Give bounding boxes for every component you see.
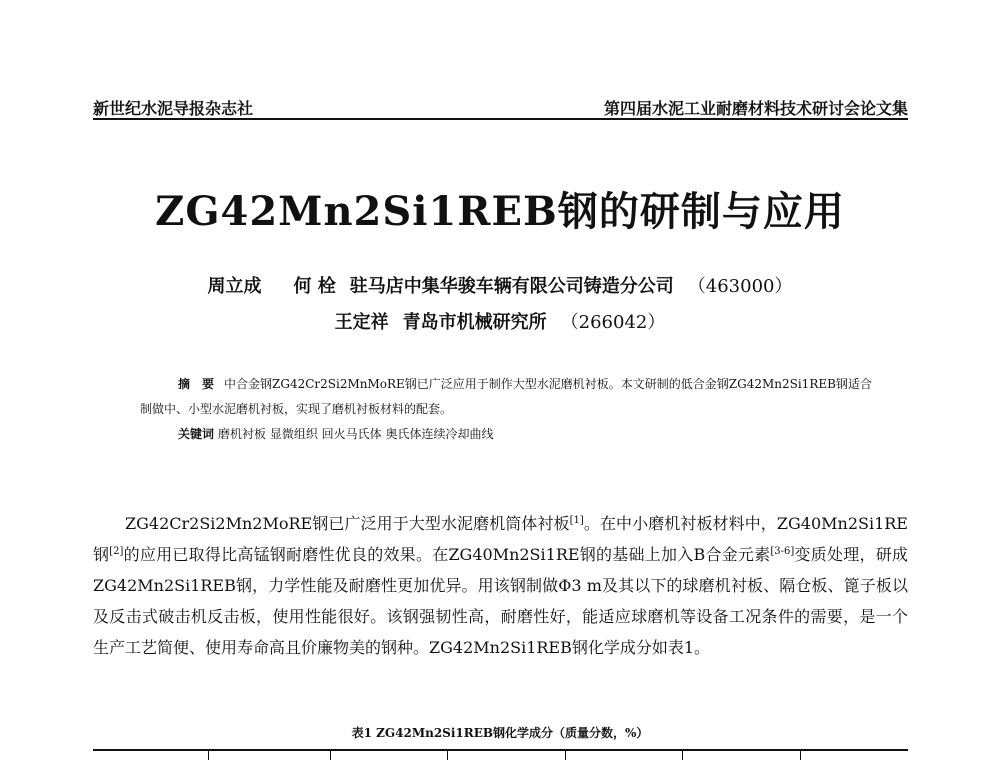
body-text-segment: ZG42Cr2Si2Mn2MoRE钢已广泛用于大型水泥磨机筒体衬板	[125, 514, 570, 533]
body-text-segment: 变质处理，研成ZG42Mn2Si1REB钢，力学性能及耐磨性更加优异。用该钢制做Φ3 m及其以下的球磨机衬板、隔仓板、篦子板以及反击式破击机反击板，使用性能很好。该钢强韧性高，耐磨性好，能适应球磨机等设备工况条件的需要，是一个生产工艺简便、使用寿命高且价廉物美的钢种。ZG42Mn2Si1REB钢化学成分如表1。	[93, 545, 908, 657]
citation-ref[interactable]: [2]	[109, 546, 124, 557]
body-text-segment: 。在中小磨机衬板材料中，ZG40Mn2Si1RE钢	[93, 514, 908, 564]
author-line-2	[0, 308, 1000, 334]
author-line-1	[0, 272, 1000, 298]
postal-code: （463000）	[687, 276, 793, 297]
proceedings-name: 第四届水泥工业耐磨材料技术研讨会论文集	[603, 99, 908, 118]
author-name: 周立成	[207, 276, 262, 297]
citation-ref[interactable]: [3-6]	[770, 546, 795, 557]
table-top-rule	[93, 749, 908, 751]
table-column-divider	[682, 751, 683, 760]
abstract-label: 摘 要	[178, 377, 215, 391]
table-caption: 表1 ZG42Mn2Si1REB钢化学成分（质量分数，%）	[351, 726, 649, 740]
body-text-segment: 的应用已取得比高锰钢耐磨性优良的效果。在ZG40Mn2Si1RE钢的基础上加入B合金元素	[123, 545, 771, 564]
author-name: 王定祥	[334, 312, 389, 333]
abstract-text: 中合金钢ZG42Cr2Si2MnMoRE钢已广泛应用于制作大型水泥磨机衬板。本文研制的低合金钢ZG42Mn2Si1REB钢适合制做中、小型水泥磨机衬板，实现了磨机衬板材料的配套。	[140, 377, 872, 416]
table-column-divider	[800, 751, 801, 760]
running-header	[93, 96, 908, 120]
table-column-divider	[330, 751, 331, 760]
keywords-label: 关键词	[178, 427, 215, 441]
keywords-text: 磨机衬板 显微组织 回火马氏体 奥氏体连续冷却曲线	[218, 427, 494, 441]
citation-ref[interactable]: [1]	[569, 515, 584, 526]
body-paragraph	[93, 508, 908, 663]
table-column-divider	[565, 751, 566, 760]
journal-name: 新世纪水泥导报杂志社	[93, 99, 254, 118]
table-column-divider	[447, 751, 448, 760]
keywords-line	[140, 422, 880, 447]
table-column-divider	[208, 751, 209, 760]
abstract-block	[140, 372, 880, 447]
abstract-paragraph	[140, 372, 880, 422]
author-affiliation: 青岛市机械研究所	[402, 312, 547, 333]
author-name: 何 栓	[293, 276, 336, 297]
paper-title: ZG42Mn2Si1REB钢的研制与应用	[155, 188, 845, 235]
postal-code: （266042）	[560, 312, 666, 333]
author-affiliation: 驻马店中集华骏车辆有限公司铸造分公司	[349, 276, 674, 297]
